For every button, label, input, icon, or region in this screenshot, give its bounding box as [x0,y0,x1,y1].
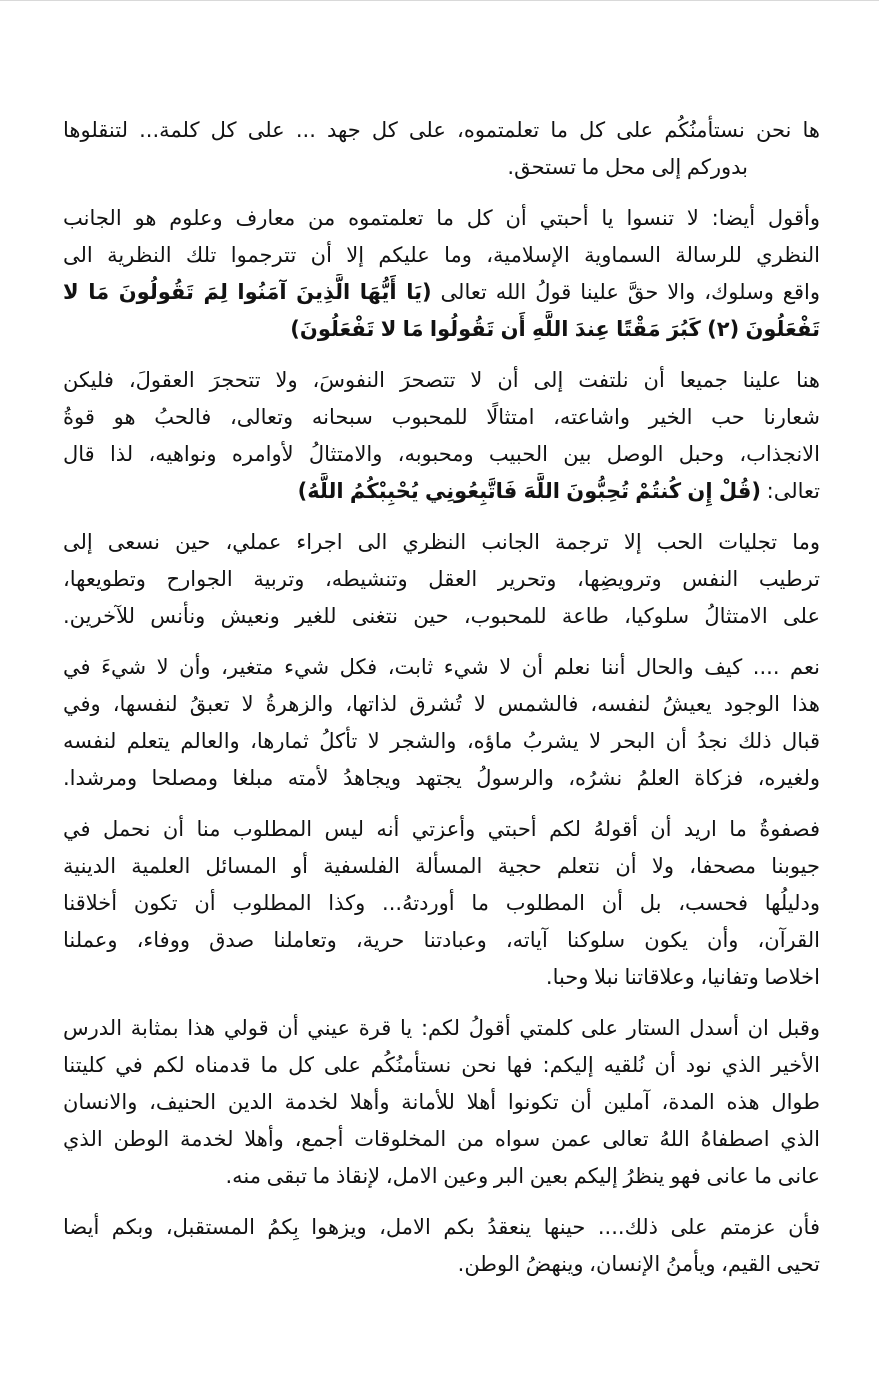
paragraph-3 [63,362,820,510]
text-line [63,1158,820,1195]
text-run: واقع وسلوك، والا حقَّ علينا قولُ الله تعالى [431,280,820,304]
scan-edge-artifact [0,0,879,1]
text-line [63,922,820,959]
text-line [63,811,820,848]
text-line [63,237,820,274]
paragraph-4 [63,524,820,635]
text-line [63,311,820,348]
text-line [63,112,820,149]
text-line [63,959,820,996]
text-line [63,1047,820,1084]
text-run: وقبل ان أسدل الستار على كلمتي أقولُ لكم: يا قرة عيني أن قولي هذا بمثابة الدرس [63,1016,820,1040]
paragraph-8 [63,1209,820,1283]
text-run: هذا الوجود يعيشُ لنفسه، فالشمس لا تُشرق لذاتها، والزهرةُ لا تعبقُ لنفسها، وفي [63,692,820,716]
document-text-block [63,112,820,1297]
text-line [63,1209,820,1246]
paragraph-5 [63,649,820,797]
quran-verse-run: تَفْعَلُونَ (٢) كَبُرَ مَقْتًا عِندَ اللَّهِ أَن تَقُولُوا مَا لا تَفْعَلُونَ) [290,317,820,341]
text-run: ها نحن نستأمنُكُم على كل ما تعلمتموه، على كل جهد ... على كل كلمة... لتنقلوها [63,118,820,142]
text-line [63,149,820,186]
text-line [63,399,820,436]
paragraph-2 [63,200,820,348]
text-line [63,362,820,399]
text-run: اخلاصا وتفانيا، وعلاقاتنا نبلا وحبا. [545,965,820,989]
text-run: على الامتثالُ سلوكيا، طاعة للمحبوب، حين نتغنى للغير ونعيش ونأنس للآخرين. [63,604,820,628]
quran-verse-run: (قُلْ إِن كُنتُمْ تُحِبُّونَ اللَّهَ فَاتَّبِعُونِي يُحْبِبْكُمُ اللَّهُ) [297,479,761,503]
text-line [63,848,820,885]
text-run: فأن عزمتم على ذلك.... حينها ينعقدُ بكم الامل، ويزهوا بِكمُ المستقبل، وبكم أيضا [63,1215,820,1239]
text-run: قبال ذلك نجدُ أن البحر لا يشربُ ماؤه، والشجر لا تأكلُ ثمارها، والعالم يتعلم لنفسه [63,729,820,753]
text-run: الذي اصطفاهُ اللهُ تعالى عمن سواه من المخلوقات أجمع، وأهلا لخدمة الوطن الذي [63,1127,820,1151]
text-run: شعارنا حب الخير واشاعته، امتثالًا للمحبوب سبحانه وتعالى، فالحبُ هو قوةُ [63,405,820,429]
text-run: طوال هذه المدة، آملين أن تكونوا أهلا للأمانة وأهلا لخدمة الدين الحنيف، والانسان [63,1090,820,1114]
paragraph-6 [63,811,820,996]
text-line [63,598,820,635]
text-line [63,524,820,561]
text-line [63,561,820,598]
text-line [63,1121,820,1158]
quran-verse-run: (يَا أَيُّهَا الَّذِينَ آمَنُوا لِمَ تَقُولُونَ مَا لا [63,280,432,304]
text-run: تحيى القيم، ويأمنُ الإنسان، وينهضُ الوطن. [457,1252,820,1276]
text-line [63,436,820,473]
text-line [63,274,820,311]
text-run: القرآن، وأن يكون سلوكنا آياته، وعبادتنا حرية، وتعاملنا صدق ووفاء، وعملنا [63,928,820,952]
text-run: وما تجليات الحب إلا ترجمة الجانب النظري الى اجراء عملي، حين نسعى إلى [63,530,820,554]
text-line [63,760,820,797]
text-line [63,1010,820,1047]
text-line [63,686,820,723]
text-line [63,885,820,922]
text-run: بدوركم إلى محل ما تستحق. [507,155,748,179]
text-run: ودليلُها فحسب، بل أن المطلوب ما أوردتهُ... وكذا المطلوب أن تكون أخلاقنا [63,891,820,915]
text-run: ولغيره، فزكاة العلمُ نشرُه، والرسولُ يجتهد ويجاهدُ لأمته مبلغا ومصلحا ومرشدا. [63,766,820,790]
text-run: النظري للرسالة السماوية الإسلامية، وما عليكم إلا أن تترجموا تلك النظرية الى [63,243,820,267]
text-line [63,723,820,760]
text-run: عانى ما عانى فهو ينظرُ إليكم بعين البر وعين الامل، لإنقاذ ما تبقى منه. [225,1164,820,1188]
text-line [63,200,820,237]
text-line [63,649,820,686]
text-line [63,1084,820,1121]
text-run: جيوبنا مصحفا، ولا أن نتعلم حجية المسألة الفلسفية أو المسائل العلمية الدينية [63,854,820,878]
text-run: فصفوةُ ما اريد أن أقولهُ لكم أحبتي وأعزتي أنه ليس المطلوب منا أن نحمل في [63,817,820,841]
text-line [63,1246,820,1283]
text-run: هنا علينا جميعا أن نلتفت إلى أن لا تتصحرَ النفوسَ، ولا تتحجرَ العقولَ، فليكن [63,368,820,392]
paragraph-1 [63,112,820,186]
text-run: تعالى: [760,479,820,503]
paragraph-7 [63,1010,820,1195]
text-run: نعم .... كيف والحال أننا نعلم أن لا شيء ثابت، فكل شيء متغير، وأن لا شيءَ في [63,655,820,679]
text-line [63,473,820,510]
text-run: وأقول أيضا: لا تنسوا يا أحبتي أن كل ما تعلمتموه من معارف وعلوم هو الجانب [63,206,820,230]
text-run: الأخير الذي نود أن نُلقيه إليكم: فها نحن نستأمنُكُم على كل ما قدمناه لكم في كليتنا [63,1053,820,1077]
text-run: الانجذاب، وحبل الوصل بين الحبيب ومحبوبه، والامتثالُ لأوامره ونواهيه، لذا قال [63,442,820,466]
text-run: ترطيب النفس وترويضِها، وتحرير العقل وتنشيطه، وتربية الجوارح وتطويعها، [63,567,820,591]
